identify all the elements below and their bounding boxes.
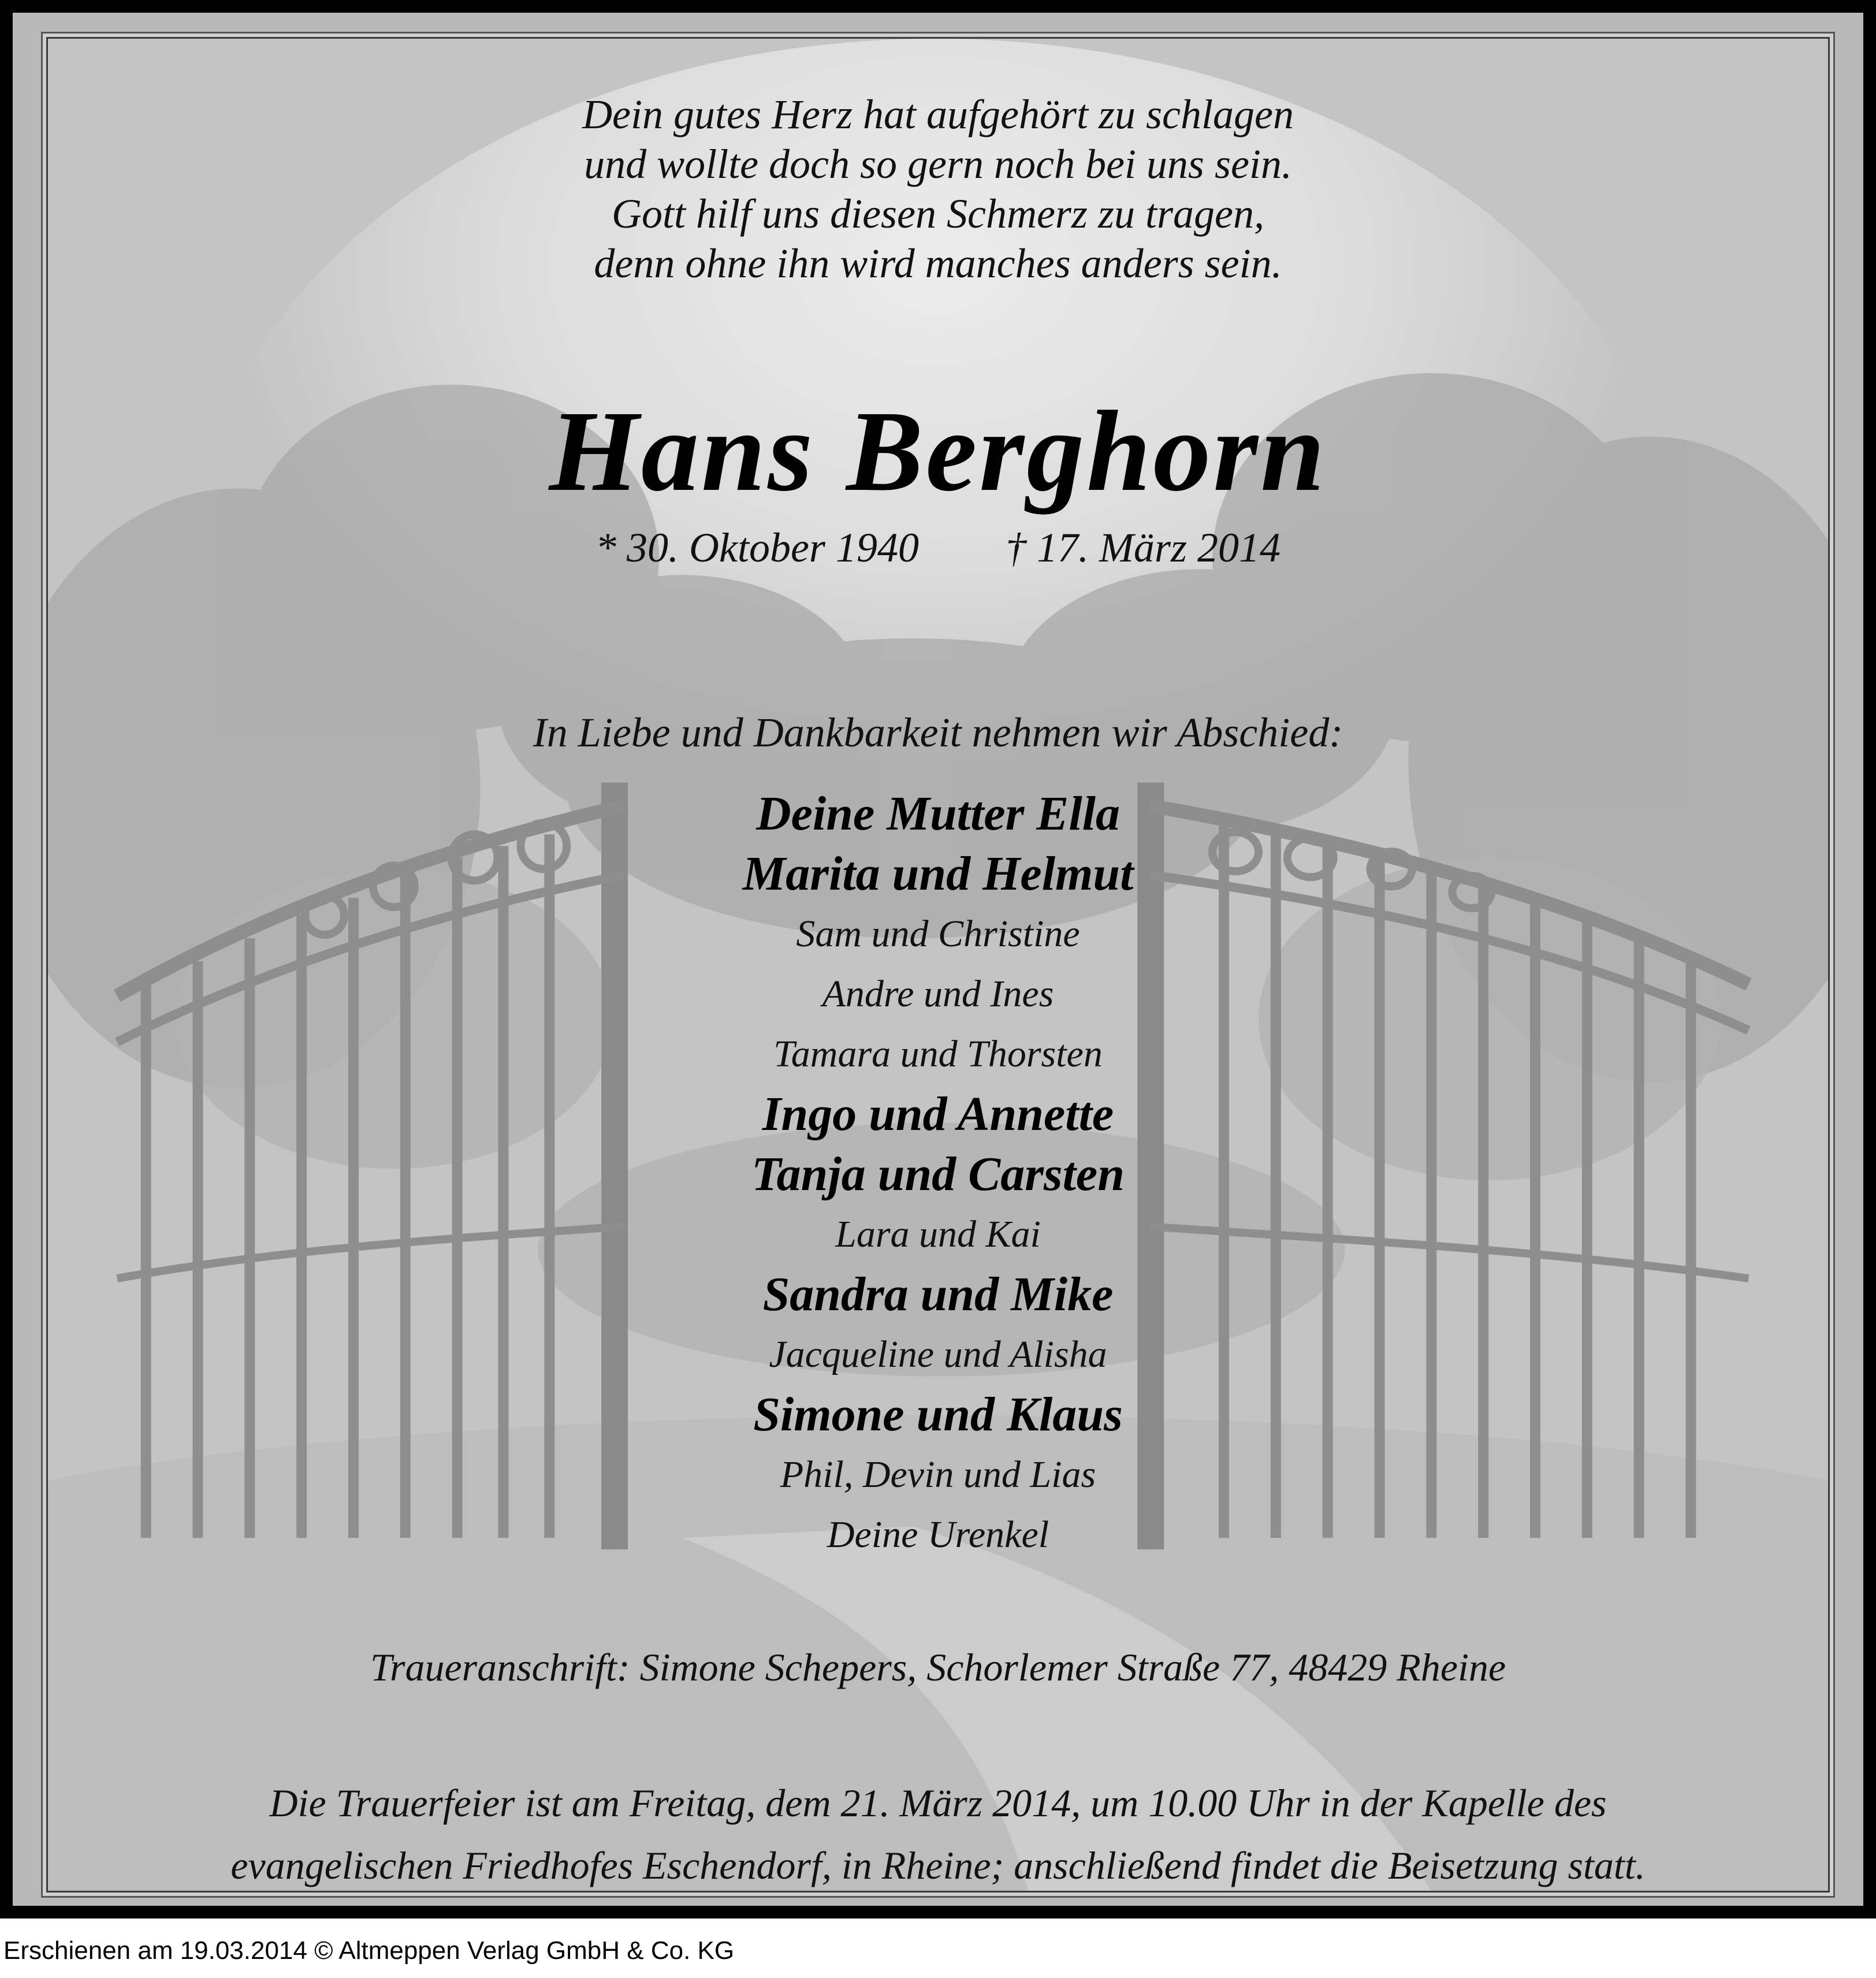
deceased-name: Hans Berghorn	[549, 388, 1327, 515]
mourner-line: Tamara und Thorsten	[773, 1033, 1103, 1075]
mourner-line: Jacqueline und Alisha	[769, 1333, 1107, 1375]
notice-panel	[46, 37, 1830, 1893]
mourner-line: Phil, Devin und Lias	[780, 1453, 1096, 1496]
poem-line: Gott hilf uns diesen Schmerz zu tragen,	[612, 191, 1264, 237]
mourners-list	[48, 784, 1828, 1565]
poem-line: Dein gutes Herz hat aufgehört zu schlagen	[582, 91, 1294, 137]
mourner-line: Deine Mutter Ella	[755, 787, 1121, 841]
notice-content	[48, 39, 1828, 1891]
mourner-line: Lara und Kai	[835, 1213, 1041, 1255]
mourner-line: Marita und Helmut	[742, 847, 1134, 901]
farewell-intro: In Liebe und Dankbarkeit nehmen wir Abschied:	[533, 709, 1343, 756]
funeral-service-info	[48, 1772, 1828, 1893]
life-dates	[48, 524, 1828, 572]
poem-line: und wollte doch so gern noch bei uns sein.	[584, 141, 1292, 187]
poem-line: denn ohne ihn wird manches anders sein.	[594, 240, 1282, 287]
birth-date: * 30. Oktober 1940	[595, 525, 919, 571]
service-line: evangelischen Friedhofes Eschendorf, in Rheine; anschließend findet die Beisetzung statt.	[230, 1843, 1646, 1887]
mourner-line: Sam und Christine	[796, 913, 1080, 955]
mourner-line: Ingo und Annette	[762, 1087, 1114, 1141]
mourner-line: Sandra und Mike	[762, 1267, 1114, 1321]
mourner-line: Deine Urenkel	[827, 1514, 1049, 1556]
service-line: Die Trauerfeier ist am Freitag, dem 21. März 2014, um 10.00 Uhr in der Kapelle des	[269, 1781, 1607, 1825]
mourner-line: Andre und Ines	[822, 973, 1054, 1015]
memorial-poem	[48, 90, 1828, 288]
mourner-line: Tanja und Carsten	[751, 1147, 1125, 1201]
mourning-address: Traueranschrift: Simone Schepers, Schorlemer Straße 77, 48429 Rheine	[370, 1645, 1506, 1689]
publication-footer: Erschienen am 19.03.2014 © Altmeppen Verlag GmbH & Co. KG	[3, 1936, 735, 1965]
mourner-line: Simone und Klaus	[753, 1388, 1123, 1441]
death-date: † 17. März 2014	[1005, 525, 1281, 571]
